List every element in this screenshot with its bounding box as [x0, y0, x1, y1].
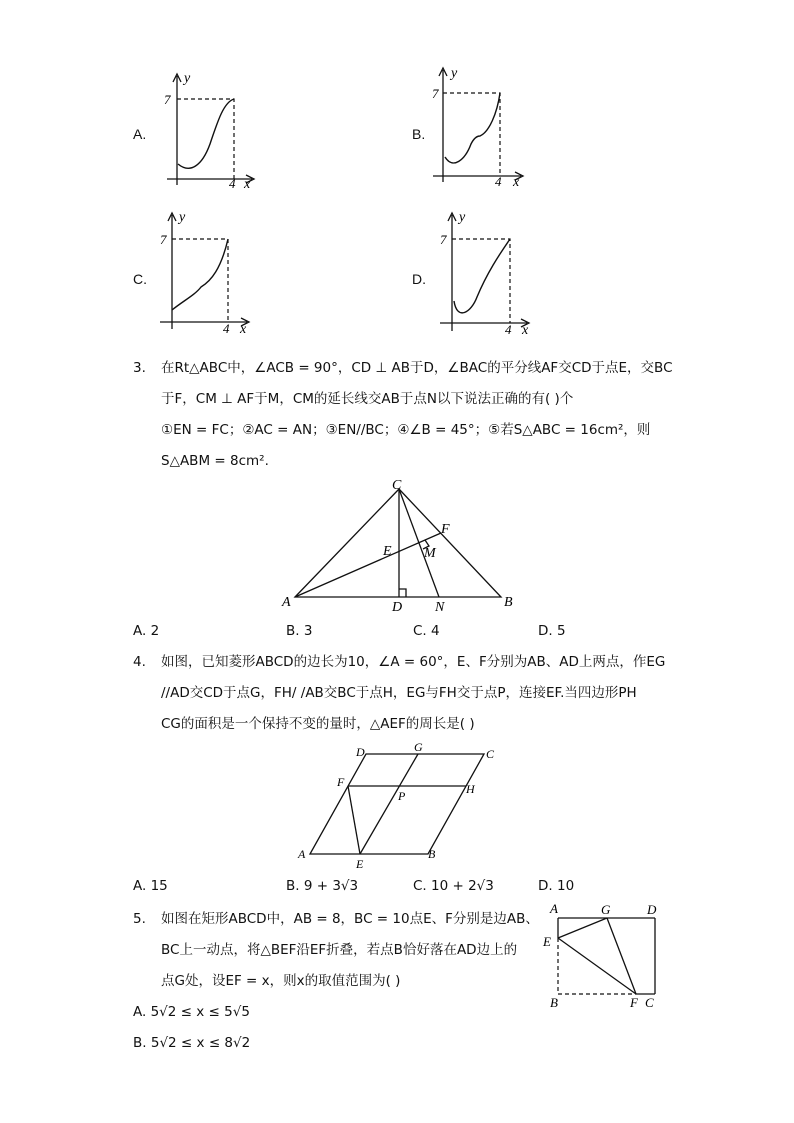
q4-label-d: D [356, 745, 365, 759]
q5-choice-a[interactable]: A. 5√2 ≤ x ≤ 5√5 [133, 1004, 250, 1020]
option-d-ylabel: y [459, 210, 466, 225]
q5-line1: 如图在矩形ABCD中，AB = 8，BC = 10点E、F分别是边AB、 [161, 911, 539, 927]
q5-choice-b[interactable]: B. 5√2 ≤ x ≤ 8√2 [133, 1035, 251, 1051]
q3-choice-d[interactable]: D. 5 [538, 623, 566, 639]
q4-label-h: H [466, 782, 475, 796]
option-b-xmax: 4 [495, 174, 502, 189]
option-b-letter: B. [412, 126, 426, 142]
option-d-graph [435, 207, 535, 337]
q4-label-e: E [356, 857, 364, 871]
option-b-graph [425, 62, 530, 192]
q4-label-c: C [486, 747, 495, 761]
q3-label-b: B [504, 595, 513, 610]
q3-label-a: A [282, 595, 291, 610]
q5-label-g: G [601, 902, 611, 917]
option-a-ylabel: y [184, 71, 191, 86]
option-d-xlabel: x [522, 323, 529, 337]
q5-label-d: D [647, 902, 657, 917]
option-c-graph [155, 207, 255, 335]
option-d-xmax: 4 [505, 322, 512, 337]
q5-line3: 点G处，设EF = x，则x的取值范围为( ) [161, 973, 401, 989]
q5-number: 5. [133, 911, 146, 927]
q5-label-e: E [543, 934, 551, 949]
option-b-ylabel: y [451, 66, 458, 81]
q5-label-f: F [630, 995, 638, 1010]
q3-choice-c[interactable]: C. 4 [413, 623, 440, 639]
q3-label-e: E [383, 544, 392, 559]
q5-line2: BC上一动点，将△BEF沿EF折叠，若点B恰好落在AD边上的 [161, 942, 518, 958]
q5-label-c: C [645, 995, 654, 1010]
q4-label-b: B [428, 847, 436, 861]
q3-label-d: D [392, 600, 403, 615]
option-a-ymax: 7 [164, 92, 171, 107]
option-a-graph [160, 70, 260, 195]
option-d-letter: D. [412, 271, 426, 287]
q4-choice-b[interactable]: B. 9 + 3√3 [286, 878, 359, 894]
q3-number: 3. [133, 360, 146, 376]
q3-triangle-figure [275, 475, 520, 615]
q3-label-f: F [441, 522, 450, 537]
q4-label-a: A [298, 847, 306, 861]
q5-label-a: A [550, 901, 558, 916]
q4-choice-c[interactable]: C. 10 + 2√3 [413, 878, 494, 894]
option-d-ymax: 7 [440, 232, 447, 247]
q3-line1: 在Rt△ABC中，∠ACB = 90°，CD ⊥ AB于D，∠BAC的平分线AF交CD于点E，交BC [161, 360, 673, 376]
q3-label-m: M [424, 546, 436, 561]
q4-number: 4. [133, 654, 146, 670]
option-c-xmax: 4 [223, 321, 230, 335]
option-a-xmax: 4 [229, 176, 236, 191]
q4-label-p: P [398, 789, 406, 803]
q3-choice-a[interactable]: A. 2 [133, 623, 160, 639]
q4-choice-a[interactable]: A. 15 [133, 878, 168, 894]
q3-line4: S△ABM = 8cm². [161, 453, 269, 469]
option-c-ymax: 7 [160, 232, 167, 247]
q5-label-b: B [550, 995, 558, 1010]
q5-rectangle-figure [538, 898, 668, 1013]
option-b-ymax: 7 [432, 86, 439, 101]
option-b-xlabel: x [513, 175, 520, 190]
q3-label-n: N [435, 600, 445, 615]
q4-line1: 如图，已知菱形ABCD的边长为10，∠A = 60°，E、F分别为AB、AD上两点，作EG [161, 654, 666, 670]
q3-label-c: C [392, 478, 402, 493]
q3-choice-b[interactable]: B. 3 [286, 623, 313, 639]
q4-choice-d[interactable]: D. 10 [538, 878, 575, 894]
q3-line3: ①EN = FC；②AC = AN；③EN//BC；④∠B = 45°；⑤若S△ABC = 16cm²，则 [161, 422, 651, 438]
option-a-xlabel: x [244, 177, 251, 192]
q4-rhombus-figure [290, 740, 515, 875]
q4-line2: //AD交CD于点G，FH/ /AB交BC于点H，EG与FH交于点P，连接EF.当四边形PH [161, 685, 637, 701]
option-a-letter: A. [133, 126, 147, 142]
q4-label-g: G [414, 740, 423, 754]
q3-line2: 于F，CM ⊥ AF于M，CM的延长线交AB于点N以下说法正确的有( )个 [161, 391, 574, 407]
q4-label-f: F [337, 775, 345, 789]
option-c-xlabel: x [240, 322, 247, 335]
q4-line3: CG的面积是一个保持不变的量时，△AEF的周长是( ) [161, 716, 475, 732]
option-c-ylabel: y [179, 210, 186, 225]
option-c-letter: C. [133, 271, 147, 287]
